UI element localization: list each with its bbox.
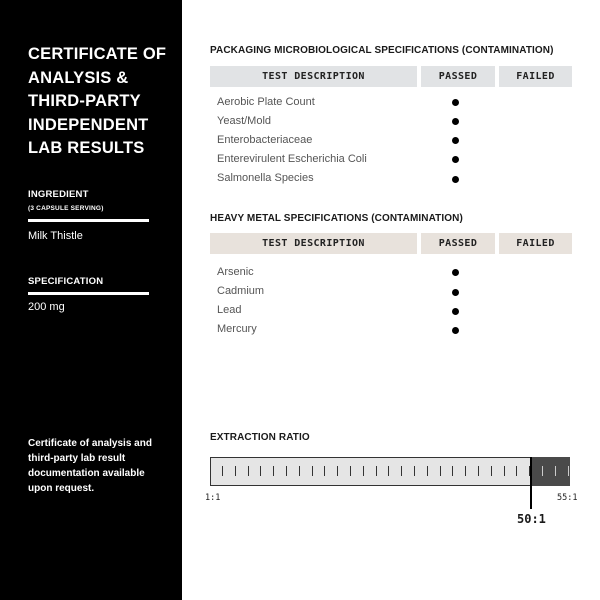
specification-value: 200 mg [28,301,65,313]
passed-dot-icon [452,176,459,183]
scale-tick [324,466,325,476]
scale-tick [312,466,313,476]
specification-label: SPECIFICATION [28,276,104,287]
metals-header-passed: PASSED [421,233,495,254]
scale-tick [452,466,453,476]
passed-dot-icon [452,269,459,276]
scale-tick [222,466,223,476]
micro-header-passed: PASSED [421,66,495,87]
micro-row-label: Aerobic Plate Count [217,96,315,108]
scale-tick [478,466,479,476]
micro-row-label: Enterevirulent Escherichia Coli [217,153,367,165]
micro-row-label: Yeast/Mold [217,115,272,127]
extraction-ratio-fill [530,457,570,486]
scale-tick [248,466,249,476]
scale-tick [260,466,261,476]
metals-row-label: Mercury [217,323,257,335]
ingredient-value: Milk Thistle [28,230,83,242]
scale-tick [465,466,466,476]
extraction-ratio-value: 50:1 [517,512,546,526]
scale-tick [286,466,287,476]
scale-tick [337,466,338,476]
scale-tick [491,466,492,476]
scale-tick [440,466,441,476]
ingredient-divider [28,219,149,222]
scale-tick [568,466,569,476]
scale-tick [299,466,300,476]
micro-header-description: TEST DESCRIPTION [210,66,417,87]
sidebar [0,0,182,600]
extraction-ratio-marker [530,457,532,509]
scale-tick [363,466,364,476]
metals-row-label: Arsenic [217,266,254,278]
passed-dot-icon [452,308,459,315]
passed-dot-icon [452,327,459,334]
scale-tick [542,466,543,476]
metals-row-label: Cadmium [217,285,265,297]
metals-row-label: Lead [217,304,242,316]
metals-section-title: HEAVY METAL SPECIFICATIONS (CONTAMINATION) [210,213,463,224]
scale-tick [427,466,428,476]
sidebar-title: CERTIFICATE OF ANALYSIS & THIRD-PARTY INDEPENDENT LAB RESULTS [28,45,167,157]
micro-section-title: PACKAGING MICROBIOLOGICAL SPECIFICATIONS (CONTAMINATION) [210,45,554,56]
ingredient-sub-label: (3 CAPSULE SERVING) [28,205,104,212]
extraction-max-label: 55:1 [557,493,578,503]
scale-tick [414,466,415,476]
scale-tick [555,466,556,476]
scale-tick [516,466,517,476]
passed-dot-icon [452,99,459,106]
passed-dot-icon [452,118,459,125]
scale-tick [273,466,274,476]
ingredient-label: INGREDIENT [28,189,89,200]
scale-tick [376,466,377,476]
scale-tick [401,466,402,476]
scale-tick [235,466,236,476]
scale-tick [504,466,505,476]
passed-dot-icon [452,289,459,296]
metals-header-description: TEST DESCRIPTION [210,233,417,254]
specification-divider [28,292,149,295]
scale-tick [388,466,389,476]
sidebar-footnote: Certificate of analysis and third-party lab result documentation available upon request. [28,438,152,494]
metals-header-failed: FAILED [499,233,572,254]
micro-row-label: Salmonella Species [217,172,314,184]
passed-dot-icon [452,156,459,163]
micro-row-label: Enterobacteriaceae [217,134,313,146]
scale-tick [350,466,351,476]
micro-header-failed: FAILED [499,66,572,87]
extraction-title: EXTRACTION RATIO [210,432,310,443]
extraction-min-label: 1:1 [205,493,221,503]
passed-dot-icon [452,137,459,144]
